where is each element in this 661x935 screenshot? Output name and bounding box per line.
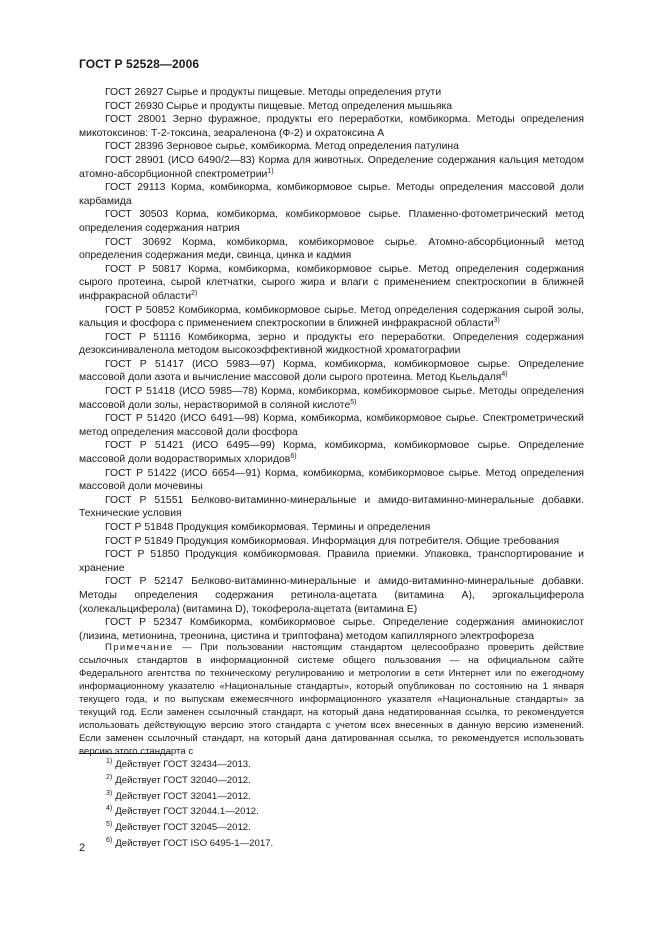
note-label: Примечание xyxy=(105,642,174,653)
references-list xyxy=(79,86,584,643)
footnote-item: $^{6)}$ Действует ГОСТ ISO 6495-1—2017. xyxy=(106,836,274,849)
reference-item: ГОСТ Р 51850 Продукция комбикормовая. Правила приемки. Упаковка, транспортирование и хранение xyxy=(79,549,584,574)
reference-item: ГОСТ Р 52147 Белково-витаминно-минеральные и амидо-витаминно-минеральные добавки. Методы определения содержания ретинола-ацетата (витамина А), эргокальциферола (холекальциферола) (витамина D), токоферола-ацетата (витамина Е) xyxy=(79,576,584,615)
reference-item: ГОСТ Р 50817 Корма, комбикорма, комбикормовое сырье. Метод определения содержания сырого протеина, сырой клетчатки, сырого жира и влаги с применением спектроскопии в ближней инфракрасной области$^{2)}$ xyxy=(79,263,584,302)
footnote-separator xyxy=(79,753,171,754)
reference-item: ГОСТ Р 51422 (ИСО 6654—91) Корма, комбикорма, комбикормовое сырье. Метод определения массовой доли мочевины xyxy=(79,467,584,493)
footnote-item: $^{3)}$ Действует ГОСТ 32041—2012. xyxy=(106,789,251,802)
reference-item: ГОСТ Р 51849 Продукция комбикормовая. Информация для потребителя. Общие требования xyxy=(105,535,560,547)
footnotes-list xyxy=(106,757,546,852)
footnote-item: $^{5)}$ Действует ГОСТ 32045—2012. xyxy=(106,821,251,834)
footnote-ref: 1) xyxy=(267,167,274,175)
reference-item: ГОСТ 29113 Корма, комбикорма, комбикормовое сырье. Методы определения массовой доли карбамида xyxy=(79,182,584,207)
note-text: — При пользовании настоящим стандартом целесообразно проверить действие ссылочных стандартов в информационной системе общего пользования — на официальном сайте Федерального агентства по техническому регулированию и метрологии в сети Интернет или по ежегодному информационному указателю «Национальные стандарты», который опубликован по состоянию на 1 января текущего года, и по выпускам ежемесячного информационного указателя «Национальные стандарты» за текущий год. Если заменен ссылочный стандарт, на который дана недатированная ссылка, то рекомендуется использовать действующую версию этого стандарта с учетом всех внесенных в данную версию изменений. Если заменен ссылочный стандарт, на который дана датированная ссылка, то рекомендуется использовать версию этого стандарта с xyxy=(79,642,584,757)
document-header: ГОСТ Р 52528—2006 xyxy=(79,57,200,71)
reference-item: ГОСТ 28396 Зерновое сырье, комбикорма. Метод определения патулина xyxy=(105,141,459,153)
footnote-ref: 6) xyxy=(290,453,297,461)
reference-item: ГОСТ Р 51417 (ИСО 5983—97) Корма, комбикорма, комбикормовое сырье. Определение массовой доли азота и вычисление массовой доли сырого протеина. Метод Кьельдаля$^{4)}$ xyxy=(79,358,584,384)
reference-item: ГОСТ Р 50852 Комбикорма, комбикормовое сырье. Метод определения содержания сырой золы, кальция и фосфора с применением спектроскопии в ближней инфракрасной области$^{3)}$ xyxy=(79,304,584,330)
reference-item: ГОСТ 26930 Сырье и продукты пищевые. Метод определения мышьяка xyxy=(105,100,453,112)
footnote-item: $^{4)}$ Действует ГОСТ 32044.1—2012. xyxy=(106,805,259,818)
reference-item: ГОСТ Р 51421 (ИСО 6495—99) Корма, комбикорма, комбикормовое сырье. Определение массовой доли водорастворимых хлоридов$^{6)}$ xyxy=(79,440,584,466)
reference-item: ГОСТ 30503 Корма, комбикорма, комбикормовое сырье. Пламенно-фотометрический метод определения содержания натрия xyxy=(79,209,584,234)
reference-item: ГОСТ Р 51418 (ИСО 5985—78) Корма, комбикорма, комбикормовое сырье. Методы определения массовой доли золы, нерастворимой в соляной кислоте$^{5)}$ xyxy=(79,386,584,411)
reference-item: ГОСТ 28001 Зерно фуражное, продукты его переработки, комбикорма. Методы определения микотоксинов: Т-2-токсина, зеараленона (Ф-2) и охратоксина А xyxy=(79,114,584,139)
footnote-ref: 3) xyxy=(493,317,500,325)
reference-item: ГОСТ 30692 Корма, комбикорма, комбикормовое сырье. Атомно-абсорбционный метод определения содержания меди, свинца, цинка и кадмия xyxy=(79,236,584,262)
reference-item: ГОСТ Р 51116 Комбикорма, зерно и продукты его переработки. Определения содержания дезоксиниваленола методом высокоэффективной жидкостной хроматографии xyxy=(79,331,584,357)
page-number: 2 xyxy=(79,842,86,854)
footnote-item: $^{1)}$ Действует ГОСТ 32434—2013. xyxy=(106,758,251,770)
reference-item: ГОСТ Р 51420 (ИСО 6491—98) Корма, комбикорма, комбикормовое сырье. Спектрометрический метод определения массовой доли фосфора xyxy=(79,413,584,438)
reference-item: ГОСТ Р 51848 Продукция комбикормовая. Термины и определения xyxy=(105,522,431,533)
footnote-ref: 2) xyxy=(191,289,198,297)
reference-item: ГОСТ 26927 Сырье и продукты пищевые. Методы определения ртути xyxy=(105,87,442,98)
reference-item: ГОСТ 28901 (ИСО 6490/2—83) Корма для животных. Определение содержания кальция методом атомно-абсорбционной спектрометрии$^{1)}$ xyxy=(79,154,584,180)
footnote-item: $^{2)}$ Действует ГОСТ 32040—2012. xyxy=(106,773,251,786)
footnote-ref: 5) xyxy=(350,398,357,406)
reference-item: ГОСТ Р 51551 Белково-витаминно-минеральные и амидо-витаминно-минеральные добавки. Технические условия xyxy=(79,494,584,520)
note-paragraph xyxy=(79,641,584,758)
reference-item: ГОСТ Р 52347 Комбикорма, комбикормовое сырье. Определение содержания аминокислот (лизина, метионина, треонина, цистина и триптофана) методом капиллярного электрофореза xyxy=(79,617,584,642)
footnote-ref: 4) xyxy=(501,371,508,379)
